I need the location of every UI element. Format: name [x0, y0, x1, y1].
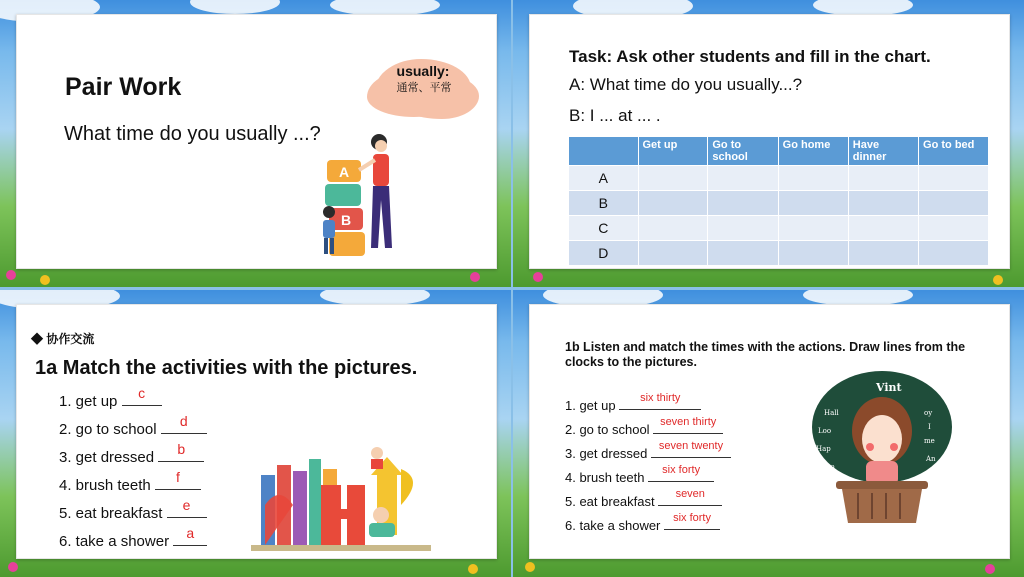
slide-card — [16, 14, 497, 269]
note-word: usually: — [396, 63, 450, 79]
activity-text: 5. eat breakfast — [59, 505, 163, 522]
activity-item — [59, 441, 204, 466]
action-item — [565, 464, 714, 485]
action-text: 3. get dressed — [565, 446, 648, 461]
slide-title: 1b Listen and match the times with the actions. Draw lines from the clocks to the pictures. — [565, 340, 966, 369]
slide-title: 1a Match the activities with the pictures. — [35, 357, 418, 379]
board-word: Bi — [930, 467, 938, 475]
activity-item — [59, 385, 162, 410]
slide-1a-match[interactable] — [0, 290, 511, 577]
chart-cell[interactable] — [639, 216, 708, 240]
chart-header-row — [569, 137, 988, 165]
answer-letter: c — [138, 385, 146, 401]
time-blank[interactable] — [619, 392, 701, 410]
answer-letter: a — [186, 525, 195, 541]
chart-header-cell: Have dinner — [849, 137, 918, 165]
cloud — [190, 0, 280, 14]
board-word: I — [928, 423, 931, 431]
chart-cell[interactable] — [708, 191, 777, 215]
row-label: A — [569, 166, 638, 190]
svg-text:B: B — [340, 212, 352, 228]
chart-cell[interactable] — [639, 191, 708, 215]
svg-text:A: A — [338, 164, 350, 180]
board-word: me — [924, 437, 935, 445]
chart-cell[interactable] — [919, 166, 988, 190]
mother-child-blocks-illustration — [299, 130, 409, 260]
activity-text: 2. go to school — [59, 421, 157, 438]
slide-card — [529, 304, 1010, 559]
action-item — [565, 488, 722, 509]
task-heading: Task: Ask other students and fill in the chart. — [569, 47, 931, 66]
activity-text: 3. get dressed — [59, 449, 155, 466]
chart-header-cell: Get up — [639, 137, 708, 165]
row-label: B — [569, 191, 638, 215]
chart-cell[interactable] — [779, 166, 848, 190]
flower — [8, 562, 18, 572]
time-answer: six forty — [673, 512, 711, 524]
time-answer: seven twenty — [658, 440, 724, 452]
activity-item — [59, 469, 201, 494]
chart-cell[interactable] — [849, 191, 918, 215]
board-word: Loo — [818, 427, 832, 435]
action-item — [565, 392, 701, 413]
chart-cell[interactable] — [708, 241, 777, 265]
answer-letter: d — [179, 413, 188, 429]
action-text: 6. take a shower — [565, 518, 661, 533]
chart-cell[interactable] — [849, 216, 918, 240]
activity-item — [59, 525, 207, 550]
slide-card — [16, 304, 497, 559]
chart-row — [569, 216, 988, 240]
chart-cell[interactable] — [849, 241, 918, 265]
flower — [40, 275, 50, 285]
chart-cell[interactable] — [919, 241, 988, 265]
slide-task-chart[interactable] — [513, 0, 1024, 287]
board-word: Hoo — [820, 463, 835, 471]
activity-item — [59, 497, 207, 522]
action-text: 5. eat breakfast — [565, 494, 655, 509]
flower — [468, 564, 478, 574]
activity-item — [59, 413, 207, 438]
flower — [525, 562, 535, 572]
section-tag: ◆ 协作交流 — [31, 332, 95, 346]
dialogue-line-a: A: What time do you usually...? — [569, 75, 803, 94]
chart-header-cell: Go to bed — [919, 137, 988, 165]
flower — [470, 272, 480, 282]
answer-blank[interactable] — [122, 385, 162, 406]
action-item — [565, 512, 720, 533]
activity-text: 1. get up — [59, 393, 118, 410]
time-blank[interactable] — [651, 440, 731, 458]
chart-cell[interactable] — [779, 216, 848, 240]
teacher-chalkboard-illustration — [806, 369, 956, 529]
activity-text: 6. take a shower — [59, 533, 170, 550]
chart-cell[interactable] — [639, 166, 708, 190]
board-word: Vint — [876, 381, 902, 394]
chart-cell[interactable] — [919, 191, 988, 215]
time-answer: six thirty — [640, 392, 681, 404]
answer-blank[interactable] — [161, 413, 207, 434]
chart-cell[interactable] — [779, 241, 848, 265]
answer-blank[interactable] — [173, 525, 207, 546]
activity-text: 4. brush teeth — [59, 477, 151, 494]
answer-letter: f — [175, 469, 180, 485]
chart-cell[interactable] — [849, 166, 918, 190]
flower — [985, 564, 995, 574]
dialogue-line-b: B: I ... at ... . — [569, 106, 661, 125]
board-word: An — [926, 455, 936, 463]
chart-header-cell: Go home — [779, 137, 848, 165]
action-text: 4. brush teeth — [565, 470, 645, 485]
chart-row — [569, 166, 988, 190]
answer-letter: b — [177, 441, 186, 457]
note-definition: 通常、平常 — [396, 82, 452, 94]
chart-row — [569, 241, 988, 265]
time-answer: seven thirty — [660, 416, 717, 428]
action-text: 2. go to school — [565, 422, 650, 437]
action-item — [565, 440, 731, 461]
chart-cell[interactable] — [919, 216, 988, 240]
chart-cell[interactable] — [639, 241, 708, 265]
chart-cell[interactable] — [708, 216, 777, 240]
chart-cell[interactable] — [708, 166, 777, 190]
board-word: Hall — [824, 409, 839, 417]
slide-card — [529, 14, 1010, 269]
answer-blank[interactable] — [158, 441, 204, 462]
time-answer: six forty — [662, 464, 701, 476]
board-word: Hap — [816, 445, 831, 453]
flower — [6, 270, 16, 280]
chart-row — [569, 191, 988, 215]
question-text: What time do you usually ...? — [64, 123, 321, 145]
time-blank[interactable] — [658, 488, 722, 506]
chart-header-cell — [569, 137, 638, 165]
row-label: C — [569, 216, 638, 240]
flower — [533, 272, 543, 282]
action-item — [565, 416, 723, 437]
chart-cell[interactable] — [779, 191, 848, 215]
kids-books-illustration — [251, 445, 431, 555]
answer-blank[interactable] — [155, 469, 201, 490]
slide-pair-work[interactable] — [0, 0, 511, 287]
slide-title: Pair Work — [65, 73, 182, 101]
survey-chart — [568, 136, 989, 266]
time-blank[interactable] — [648, 464, 714, 482]
flower — [993, 275, 1003, 285]
action-text: 1. get up — [565, 398, 616, 413]
slide-1b-listen[interactable] — [513, 290, 1024, 577]
answer-blank[interactable] — [167, 497, 207, 518]
row-label: D — [569, 241, 638, 265]
time-blank[interactable] — [664, 512, 720, 530]
board-word: oy — [924, 409, 933, 417]
answer-letter: e — [182, 497, 191, 513]
chart-header-cell: Go to school — [708, 137, 777, 165]
time-blank[interactable] — [653, 416, 723, 434]
time-answer: seven — [675, 488, 705, 500]
